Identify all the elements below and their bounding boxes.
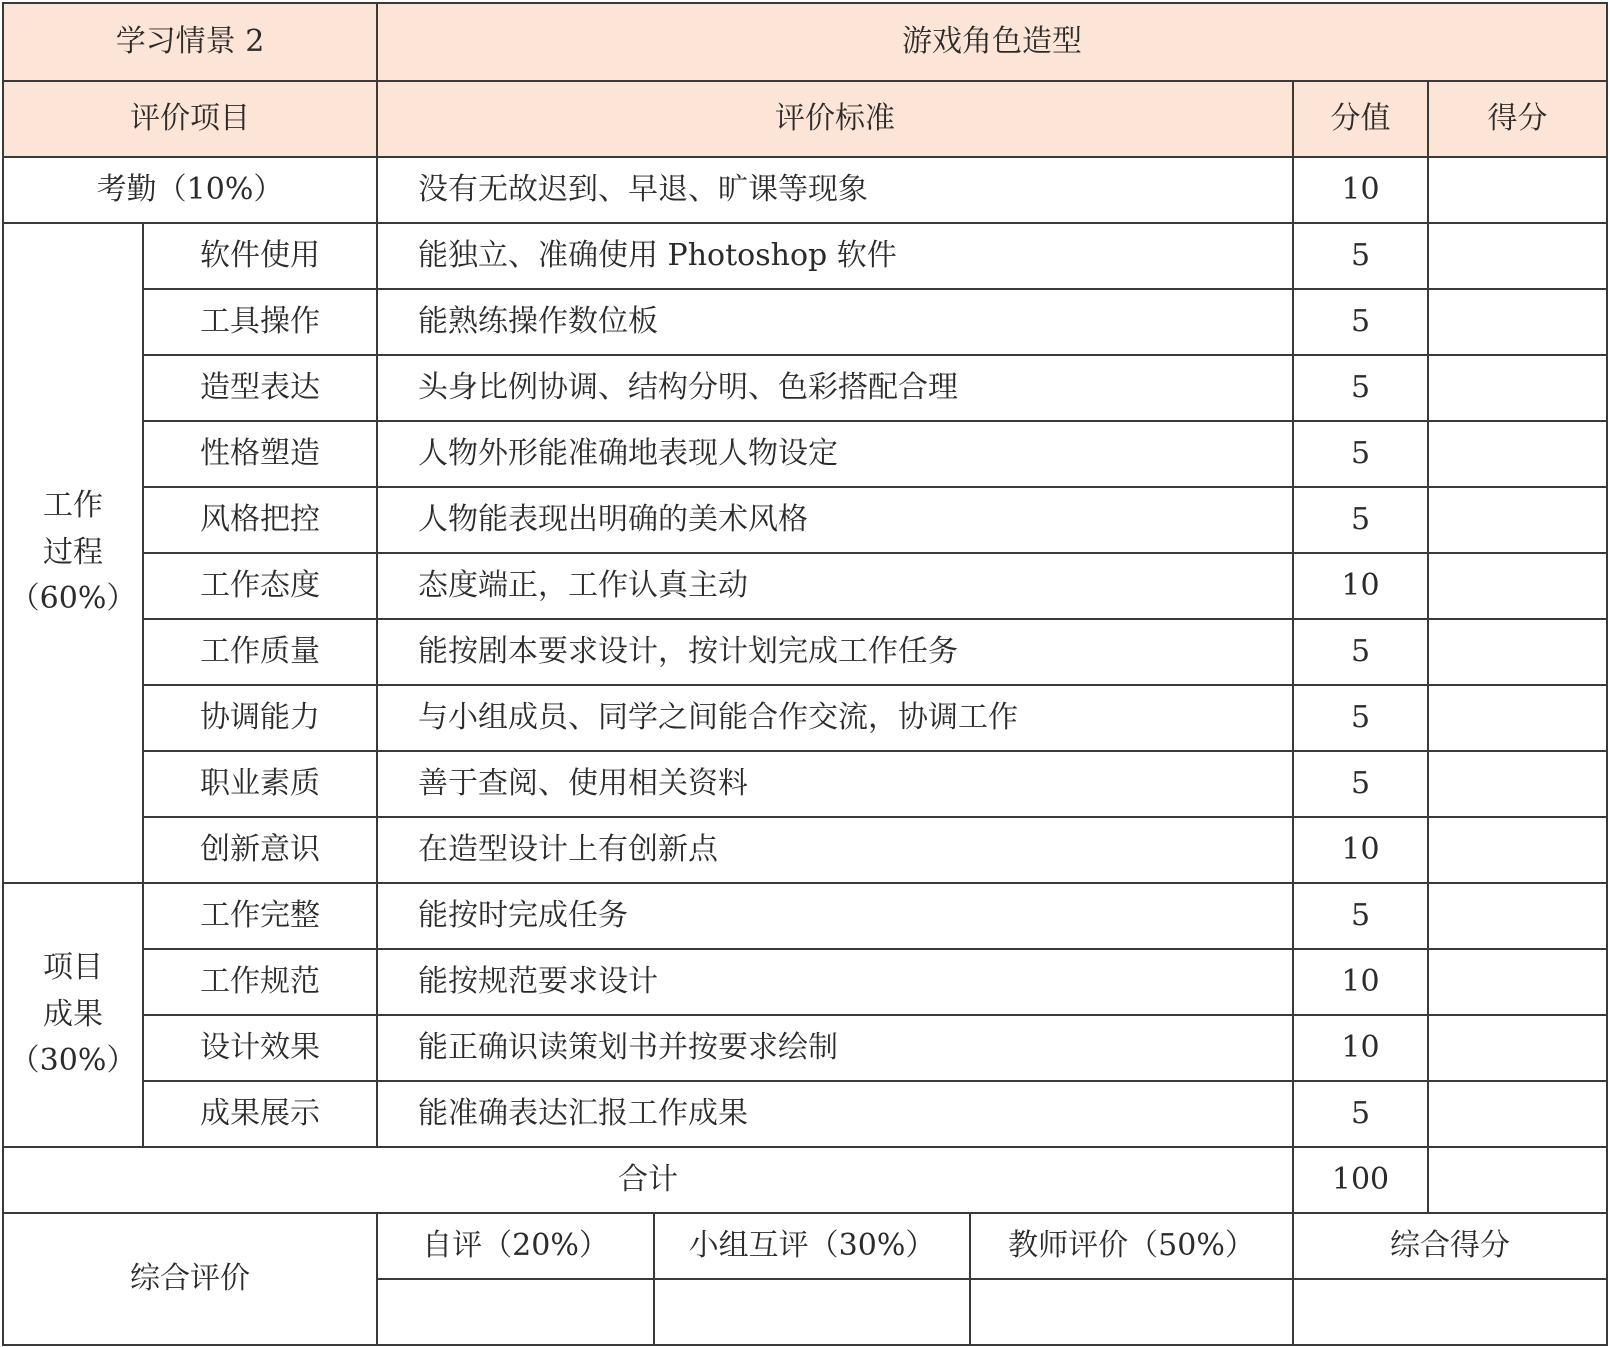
final-score-value[interactable]	[1293, 1279, 1607, 1345]
item-cell: 工作规范	[143, 949, 377, 1015]
group-label-line: 过程	[43, 534, 103, 570]
criteria-cell: 头身比例协调、结构分明、色彩搭配合理	[377, 355, 1293, 421]
points-cell: 5	[1293, 619, 1428, 685]
score-cell[interactable]	[1428, 487, 1607, 553]
table-row	[3, 817, 1607, 883]
score-cell[interactable]	[1428, 421, 1607, 487]
total-row	[3, 1147, 1607, 1213]
group-label-line: 项目	[43, 950, 103, 986]
item-cell: 工作完整	[143, 883, 377, 949]
points-cell: 5	[1293, 421, 1428, 487]
result-group-label	[3, 883, 143, 1147]
criteria-cell: 在造型设计上有创新点	[377, 817, 1293, 883]
attendance-row	[3, 157, 1607, 223]
criteria-cell: 善于查阅、使用相关资料	[377, 751, 1293, 817]
teacher-eval-value[interactable]	[970, 1279, 1293, 1345]
item-cell: 工作态度	[143, 553, 377, 619]
points-cell: 10	[1293, 817, 1428, 883]
group-label-line: 成果	[43, 996, 103, 1032]
item-cell: 风格把控	[143, 487, 377, 553]
item-cell: 成果展示	[143, 1081, 377, 1147]
score-cell[interactable]	[1428, 751, 1607, 817]
score-cell[interactable]	[1428, 685, 1607, 751]
score-cell[interactable]	[1428, 949, 1607, 1015]
criteria-cell: 人物外形能准确地表现人物设定	[377, 421, 1293, 487]
header-score: 得分	[1428, 81, 1607, 157]
table-row	[3, 289, 1607, 355]
item-cell: 职业素质	[143, 751, 377, 817]
score-cell[interactable]	[1428, 553, 1607, 619]
item-cell: 造型表达	[143, 355, 377, 421]
item-cell: 性格塑造	[143, 421, 377, 487]
table-row	[3, 685, 1607, 751]
criteria-cell: 能熟练操作数位板	[377, 289, 1293, 355]
score-cell[interactable]	[1428, 289, 1607, 355]
points-cell: 5	[1293, 355, 1428, 421]
final-score-header: 综合得分	[1293, 1213, 1607, 1279]
table-row	[3, 751, 1607, 817]
header-item: 评价项目	[3, 81, 377, 157]
criteria-cell: 能按规范要求设计	[377, 949, 1293, 1015]
score-cell[interactable]	[1428, 619, 1607, 685]
item-cell: 软件使用	[143, 223, 377, 289]
points-cell: 10	[1293, 553, 1428, 619]
total-points: 100	[1293, 1147, 1428, 1213]
score-cell[interactable]	[1428, 1081, 1607, 1147]
peer-eval-header: 小组互评（30%）	[654, 1213, 970, 1279]
criteria-cell: 态度端正，工作认真主动	[377, 553, 1293, 619]
item-cell: 协调能力	[143, 685, 377, 751]
table-row	[3, 619, 1607, 685]
score-cell[interactable]	[1428, 883, 1607, 949]
criteria-cell: 能按剧本要求设计，按计划完成工作任务	[377, 619, 1293, 685]
teacher-eval-header: 教师评价（50%）	[970, 1213, 1293, 1279]
points-cell: 5	[1293, 1081, 1428, 1147]
points-cell: 5	[1293, 883, 1428, 949]
table-row	[3, 223, 1607, 289]
total-label: 合计	[3, 1147, 1293, 1213]
total-score[interactable]	[1428, 1147, 1607, 1213]
situation-cell: 学习情景 2	[3, 3, 377, 81]
header-row	[3, 81, 1607, 157]
points-cell: 5	[1293, 289, 1428, 355]
attendance-criteria: 没有无故迟到、早退、旷课等现象	[377, 157, 1293, 223]
attendance-points: 10	[1293, 157, 1428, 223]
points-cell: 5	[1293, 487, 1428, 553]
self-eval-header: 自评（20%）	[377, 1213, 654, 1279]
table-row	[3, 487, 1607, 553]
criteria-cell: 能按时完成任务	[377, 883, 1293, 949]
score-cell[interactable]	[1428, 355, 1607, 421]
group-label-line: （60%）	[9, 581, 137, 617]
topic-cell: 游戏角色造型	[377, 3, 1607, 81]
item-cell: 创新意识	[143, 817, 377, 883]
table-row	[3, 883, 1607, 949]
points-cell: 10	[1293, 949, 1428, 1015]
table-row	[3, 949, 1607, 1015]
score-cell[interactable]	[1428, 817, 1607, 883]
group-label-line: （30%）	[9, 1043, 137, 1079]
criteria-cell: 与小组成员、同学之间能合作交流，协调工作	[377, 685, 1293, 751]
table-row	[3, 1081, 1607, 1147]
table-row	[3, 355, 1607, 421]
item-cell: 工作质量	[143, 619, 377, 685]
criteria-cell: 能正确识读策划书并按要求绘制	[377, 1015, 1293, 1081]
title-row	[3, 3, 1607, 81]
table-row	[3, 1015, 1607, 1081]
header-criteria: 评价标准	[377, 81, 1293, 157]
points-cell: 5	[1293, 751, 1428, 817]
criteria-cell: 能独立、准确使用 Photoshop 软件	[377, 223, 1293, 289]
points-cell: 5	[1293, 685, 1428, 751]
points-cell: 5	[1293, 223, 1428, 289]
peer-eval-value[interactable]	[654, 1279, 970, 1345]
criteria-cell: 人物能表现出明确的美术风格	[377, 487, 1293, 553]
evaluation-table	[2, 2, 1608, 1346]
score-cell[interactable]	[1428, 223, 1607, 289]
criteria-cell: 能准确表达汇报工作成果	[377, 1081, 1293, 1147]
attendance-label: 考勤（10%）	[3, 157, 377, 223]
header-points: 分值	[1293, 81, 1428, 157]
table-row	[3, 421, 1607, 487]
overall-label: 综合评价	[3, 1213, 377, 1345]
points-cell: 10	[1293, 1015, 1428, 1081]
self-eval-value[interactable]	[377, 1279, 654, 1345]
group-label-line: 工作	[43, 488, 103, 524]
score-cell[interactable]	[1428, 1015, 1607, 1081]
attendance-score[interactable]	[1428, 157, 1607, 223]
table-row	[3, 553, 1607, 619]
process-group-label	[3, 223, 143, 883]
item-cell: 设计效果	[143, 1015, 377, 1081]
item-cell: 工具操作	[143, 289, 377, 355]
overall-header-row	[3, 1213, 1607, 1279]
